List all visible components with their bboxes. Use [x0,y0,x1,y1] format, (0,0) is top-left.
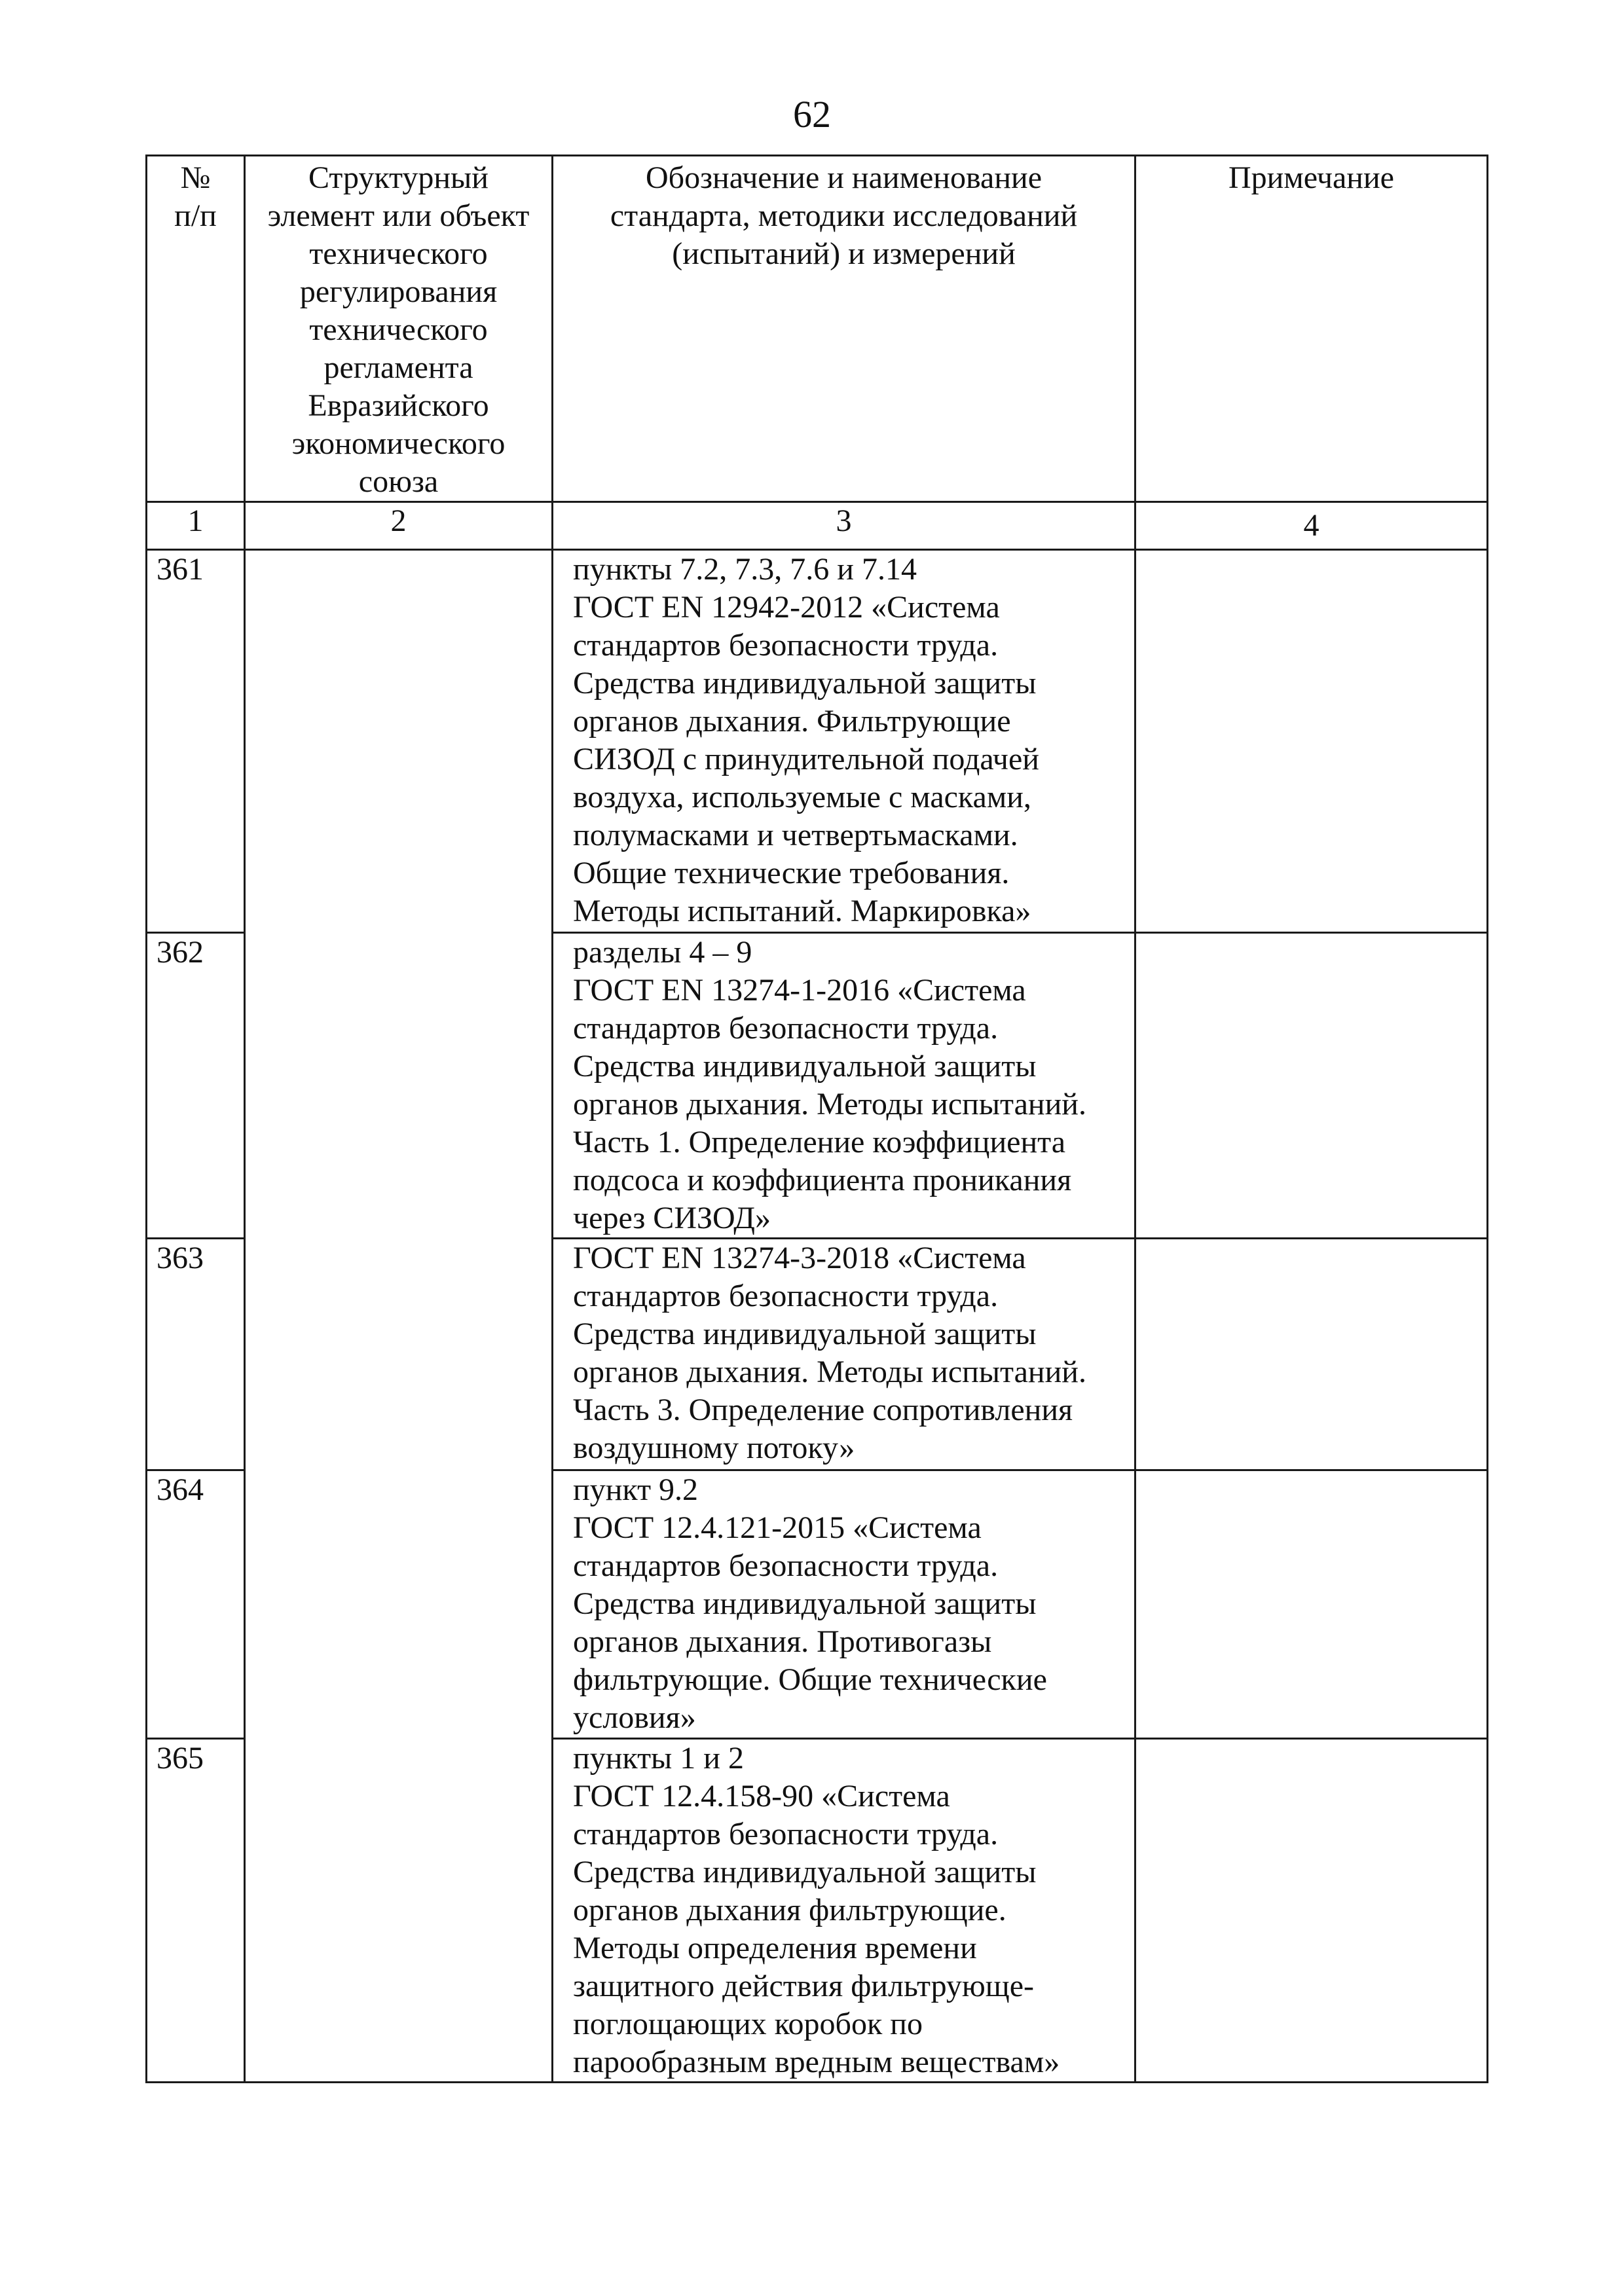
header-text-line: Структурный [308,160,489,195]
standard-text-line: ГОСТ 12.4.121-2015 «Система [573,1510,982,1545]
standard-text-line: стандартов безопасности труда. [573,628,999,663]
header-text-line: регулирования [299,274,498,309]
header-text-line: Евразийского [308,388,489,423]
row-number: 364 [147,1470,245,1739]
note-cell [1135,1239,1488,1470]
standard-text-line: Средства индивидуальной защиты [573,1317,1037,1351]
standard-text-line: парообразным вредным веществам» [573,2045,1060,2079]
standard-text-line: органов дыхания. Фильтрующие [573,704,1011,738]
standard-text-line: Средства индивидуальной защиты [573,666,1037,701]
page-number: 62 [793,93,831,136]
header-standard [553,156,1135,502]
standard-text-line: стандартов безопасности труда. [573,1011,999,1046]
standard-text-line: Средства индивидуальной защиты [573,1586,1037,1621]
header-text-line: экономического [291,426,506,461]
header-text-line: стандарта, методики исследований [610,198,1078,233]
standard-text-line: Часть 3. Определение сопротивления [573,1393,1073,1427]
table-row [147,550,1488,933]
header-number [147,156,245,502]
standard-text-line: ГОСТ EN 13274-3-2018 «Система [573,1241,1026,1275]
column-number: 4 [1135,502,1488,550]
header-note [1135,156,1488,502]
header-row [147,156,1488,502]
standard-text-line: ГОСТ 12.4.158-90 «Система [573,1779,950,1813]
standard-text-line: поглощающих коробок по [573,2007,923,2041]
standard-text-line: Средства индивидуальной защиты [573,1855,1037,1889]
standard-text-line: органов дыхания. Методы испытаний. [573,1087,1086,1121]
standard-text-line: условия» [573,1700,696,1735]
header-text-line: технического [309,236,488,271]
standard-text-line: Часть 1. Определение коэффициента [573,1125,1065,1159]
standard-text-line: воздушному потоку» [573,1430,855,1465]
standard-text-line: Общие технические требования. [573,856,1010,890]
header-text-line: Обозначение и наименование [646,160,1042,195]
standard-text-line: стандартов безопасности труда. [573,1817,999,1851]
standard-text-line: стандартов безопасности труда. [573,1548,999,1583]
note-cell [1135,933,1488,1239]
standard-text-line: органов дыхания. Методы испытаний. [573,1355,1086,1389]
standard-cell [553,550,1135,933]
standard-text-line: подсоса и коэффициента проникания [573,1163,1072,1197]
row-number: 362 [147,933,245,1239]
header-text-line: Примечание [1228,160,1394,195]
row-number: 361 [147,550,245,933]
standard-text-line: Средства индивидуальной защиты [573,1049,1037,1084]
column-number: 3 [553,502,1135,550]
column-number-row [147,502,1488,550]
header-structural-element [245,156,553,502]
standard-text-line: стандартов безопасности труда. [573,1279,999,1313]
standards-table [145,155,1488,2083]
standard-text-line: ГОСТ EN 13274-1-2016 «Система [573,973,1026,1008]
header-text-line: № [180,160,211,195]
standard-text-line: пункты 1 и 2 [573,1741,744,1776]
note-cell [1135,1470,1488,1739]
header-text-line: (испытаний) и измерений [672,236,1016,271]
note-cell [1135,1739,1488,2083]
standard-cell [553,1239,1135,1470]
standard-text-line: через СИЗОД» [573,1201,771,1235]
structural-element-cell [245,550,553,2083]
note-cell [1135,550,1488,933]
column-number: 1 [147,502,245,550]
standard-cell [553,1739,1135,2083]
standard-text-line: органов дыхания фильтрующие. [573,1893,1006,1927]
standard-text-line: Методы определения времени [573,1931,977,1965]
standard-text-line: пункты 7.2, 7.3, 7.6 и 7.14 [573,552,917,587]
row-number: 363 [147,1239,245,1470]
standard-text-line: воздуха, используемые с масками, [573,780,1031,814]
standard-text-line: защитного действия фильтрующе- [573,1969,1035,2003]
standard-text-line: органов дыхания. Противогазы [573,1624,992,1659]
standard-text-line: полумасками и четвертьмасками. [573,818,1018,852]
standard-text-line: ГОСТ EN 12942-2012 «Система [573,590,1000,625]
standard-text-line: Методы испытаний. Маркировка» [573,894,1031,928]
row-number: 365 [147,1739,245,2083]
standard-cell [553,1470,1135,1739]
standard-text-line: разделы 4 – 9 [573,935,752,970]
column-number: 2 [245,502,553,550]
header-text-line: элемент или объект [267,198,530,233]
standard-text-line: СИЗОД с принудительной подачей [573,742,1039,776]
standard-text-line: фильтрующие. Общие технические [573,1662,1047,1697]
header-text-line: регламента [323,350,473,385]
header-text-line: п/п [174,198,217,233]
standard-text-line: пункт 9.2 [573,1472,699,1507]
standard-cell [553,933,1135,1239]
header-text-line: союза [358,464,439,499]
header-text-line: технического [309,312,488,347]
